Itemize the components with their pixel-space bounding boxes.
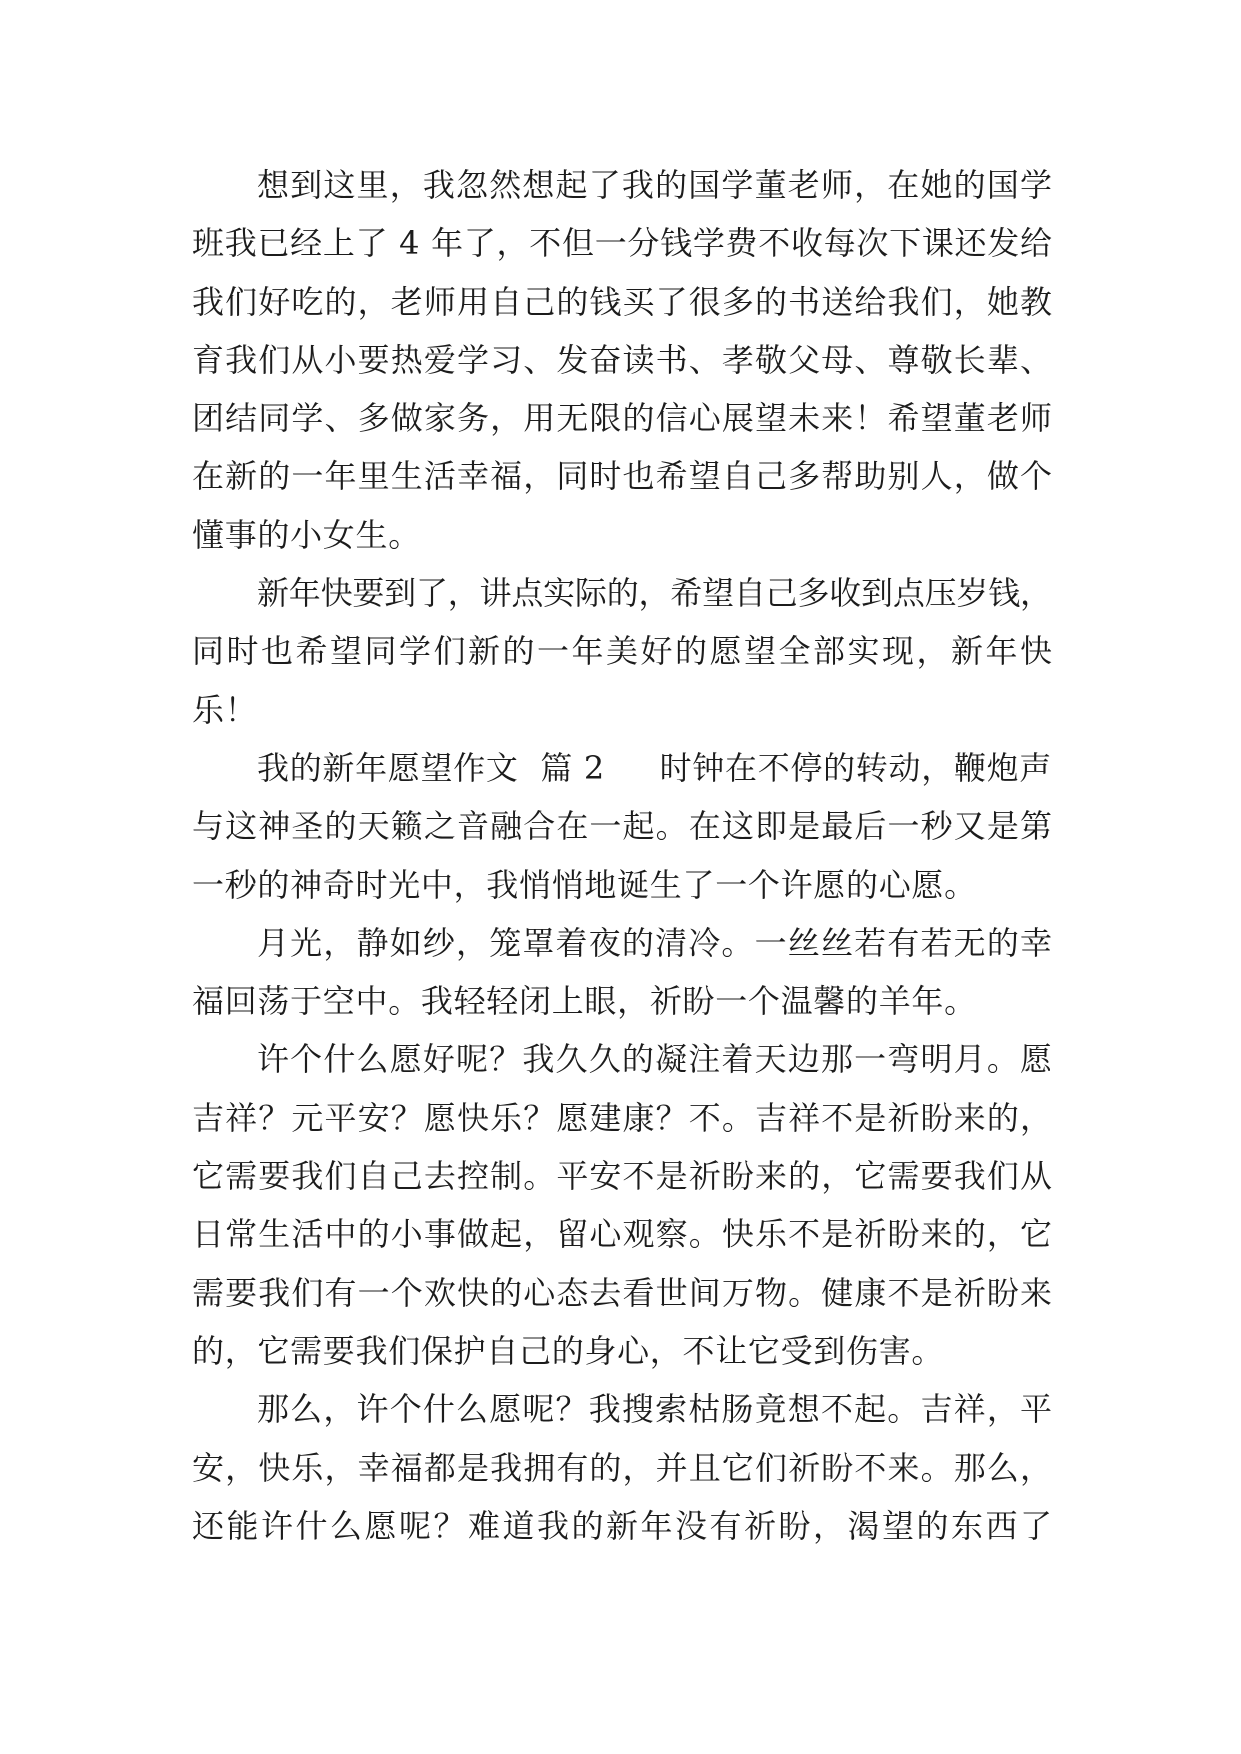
text-line: 月光，静如纱，笼罩着夜的清冷。一丝丝若有若无的幸 <box>257 923 1054 962</box>
text-line: 新年快要到了，讲点实际的，希望自己多收到点压岁钱， <box>257 574 1052 613</box>
text-line: 那么，许个什么愿呢？我搜索枯肠竟想不起。吉祥，平 <box>257 1390 1054 1429</box>
text-line: 一秒的神奇时光中，我悄悄地诞生了一个许愿的心愿。 <box>192 865 977 904</box>
text-line: 它需要我们自己去控制。平安不是祈盼来的，它需要我们从 <box>192 1157 1054 1196</box>
text-line: 许个什么愿好呢？我久久的凝注着天边那一弯明月。愿 <box>257 1040 1054 1079</box>
text-line: 的，它需要我们保护自己的身心，不让它受到伤害。 <box>192 1331 945 1370</box>
paragraph <box>192 739 1052 914</box>
section-heading: 我的新年愿望作文 篇 2 <box>257 748 605 787</box>
paragraph <box>192 156 1052 564</box>
text-line: 日常生活中的小事做起，留心观察。快乐不是祈盼来的，它 <box>192 1215 1054 1254</box>
text-line: 我们好吃的，老师用自己的钱买了很多的书送给我们，她教 <box>192 282 1054 321</box>
text-line: 福回荡于空中。我轻轻闭上眼，祈盼一个温馨的羊年。 <box>192 982 977 1021</box>
text-line: 乐！ <box>192 690 258 729</box>
paragraph <box>192 564 1055 739</box>
paragraph <box>192 914 1052 1031</box>
text-line: 团结同学、多做家务，用无限的信心展望未来！希望董老师 <box>192 399 1054 438</box>
text-line: 班我已经上了 4 年了，不但一分钱学费不收每次下课还发给 <box>192 224 1053 263</box>
text-line-segment: 时钟在不停的转动，鞭炮声 <box>659 748 1052 787</box>
text-line: 育我们从小要热爱学习、发奋读书、孝敬父母、尊敬长辈、 <box>192 340 1054 379</box>
text-line: 想到这里，我忽然想起了我的国学董老师，在她的国学 <box>257 166 1054 204</box>
text-line: 同时也希望同学们新的一年美好的愿望全部实现，新年快 <box>192 632 1055 671</box>
text-line: 安，快乐，幸福都是我拥有的，并且它们祈盼不来。那么， <box>192 1448 1054 1487</box>
document-body <box>192 156 1055 1555</box>
text-line: 吉祥？元平安？愿快乐？愿建康？不。吉祥不是祈盼来的， <box>192 1098 1054 1137</box>
text-line: 与这神圣的天籁之音融合在一起。在这即是最后一秒又是第 <box>192 807 1054 846</box>
text-line: 懂事的小女生。 <box>192 515 421 554</box>
paragraph <box>192 1380 1055 1555</box>
text-line: 在新的一年里生活幸福，同时也希望自己多帮助别人，做个 <box>192 457 1054 496</box>
text-line: 需要我们有一个欢快的心态去看世间万物。健康不是祈盼来 <box>192 1273 1054 1312</box>
text-line <box>192 739 1052 797</box>
paragraph <box>192 1030 1052 1380</box>
text-line: 还能许什么愿呢？难道我的新年没有祈盼，渴望的东西了 <box>192 1506 1055 1545</box>
